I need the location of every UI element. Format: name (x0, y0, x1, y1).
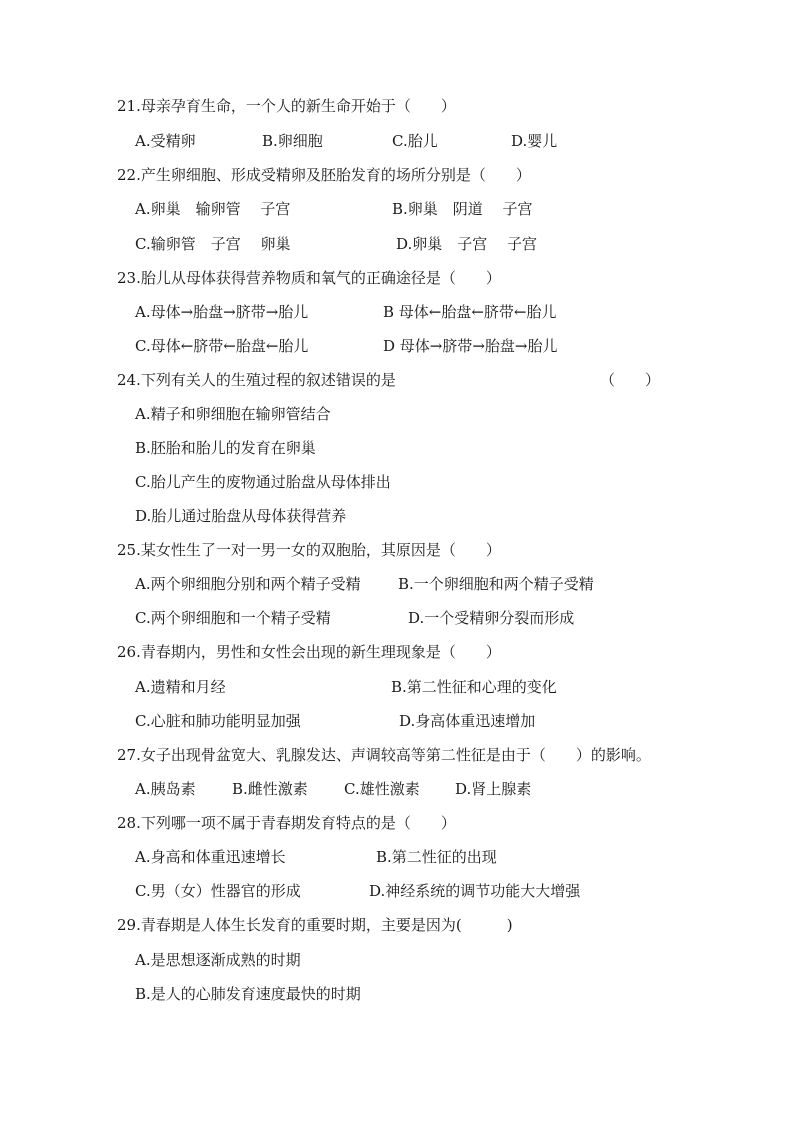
q26-option-b: B.第二性征和心理的变化 (391, 678, 557, 696)
question-27-stem: 27.女子出现骨盆宽大、乳腺发达、声调较高等第二性征是由于（ ）的影响。 (117, 746, 651, 764)
q24-option-c: C.胎儿产生的废物通过胎盘从母体排出 (135, 473, 391, 491)
q21-option-b: B.卵细胞 (262, 132, 323, 150)
q24-answer-blank: （ ） (600, 371, 661, 389)
question-23-stem: 23.胎儿从母体获得营养物质和氧气的正确途径是（ ） (117, 269, 501, 287)
q29-option-a: A.是思想逐渐成熟的时期 (135, 951, 301, 969)
question-28-stem: 28.下列哪一项不属于青春期发育特点的是（ ） (117, 814, 456, 832)
q28-option-d: D.神经系统的调节功能大大增强 (369, 882, 581, 900)
q27-option-b: B.雌性激素 (232, 780, 308, 798)
question-29-stem: 29.青春期是人体生长发育的重要时期，主要是因为( ) (117, 916, 513, 934)
q22-option-c: C.输卵管 子宫 卵巢 (135, 235, 291, 253)
question-26-stem: 26.青春期内，男性和女性会出现的新生理现象是（ ） (117, 643, 501, 661)
q27-option-c: C.雄性激素 (344, 780, 420, 798)
q25-option-c: C.两个卵细胞和一个精子受精 (135, 609, 331, 627)
question-21-stem: 21.母亲孕育生命，一个人的新生命开始于（ ） (117, 97, 456, 115)
q22-option-b: B.卵巢 阴道 子宫 (392, 200, 533, 218)
q21-option-c: C.胎儿 (392, 132, 438, 150)
q22-option-d: D.卵巢 子宫 子宫 (396, 235, 538, 253)
q22-option-a: A.卵巢 输卵管 子宫 (135, 200, 291, 218)
q28-option-b: B.第二性征的出现 (376, 848, 497, 866)
q24-option-d: D.胎儿通过胎盘从母体获得营养 (135, 507, 347, 525)
q28-option-a: A.身高和体重迅速增长 (135, 848, 286, 866)
q25-option-d: D.一个受精卵分裂而形成 (408, 609, 575, 627)
q21-option-d: D.婴儿 (511, 132, 558, 150)
q26-option-c: C.心脏和肺功能明显加强 (135, 712, 301, 730)
q23-option-c: C.母体←脐带←胎盘←胎儿 (135, 337, 309, 355)
question-22-stem: 22.产生卵细胞、形成受精卵及胚胎发育的场所分别是（ ） (117, 166, 531, 184)
q24-option-a: A.精子和卵细胞在输卵管结合 (135, 405, 331, 423)
q21-option-a: A.受精卵 (135, 132, 196, 150)
q23-option-b: B 母体←胎盘←脐带←胎儿 (383, 303, 557, 321)
q27-option-d: D.肾上腺素 (455, 780, 532, 798)
question-24-stem: 24.下列有关人的生殖过程的叙述错误的是 (117, 371, 396, 389)
q26-option-a: A.遗精和月经 (135, 678, 226, 696)
q25-option-b: B.一个卵细胞和两个精子受精 (398, 575, 594, 593)
q27-option-a: A.胰岛素 (135, 780, 196, 798)
q29-option-b: B.是人的心肺发育速度最快的时期 (135, 985, 361, 1003)
q23-option-a: A.母体→胎盘→脐带→胎儿 (135, 303, 309, 321)
q23-option-d: D 母体→脐带→胎盘→胎儿 (383, 337, 558, 355)
q28-option-c: C.男（女）性器官的形成 (135, 882, 301, 900)
q26-option-d: D.身高体重迅速增加 (399, 712, 536, 730)
question-25-stem: 25.某女性生了一对一男一女的双胞胎，其原因是（ ） (117, 541, 501, 559)
q24-option-b: B.胚胎和胎儿的发育在卵巢 (135, 439, 316, 457)
q25-option-a: A.两个卵细胞分别和两个精子受精 (135, 575, 361, 593)
